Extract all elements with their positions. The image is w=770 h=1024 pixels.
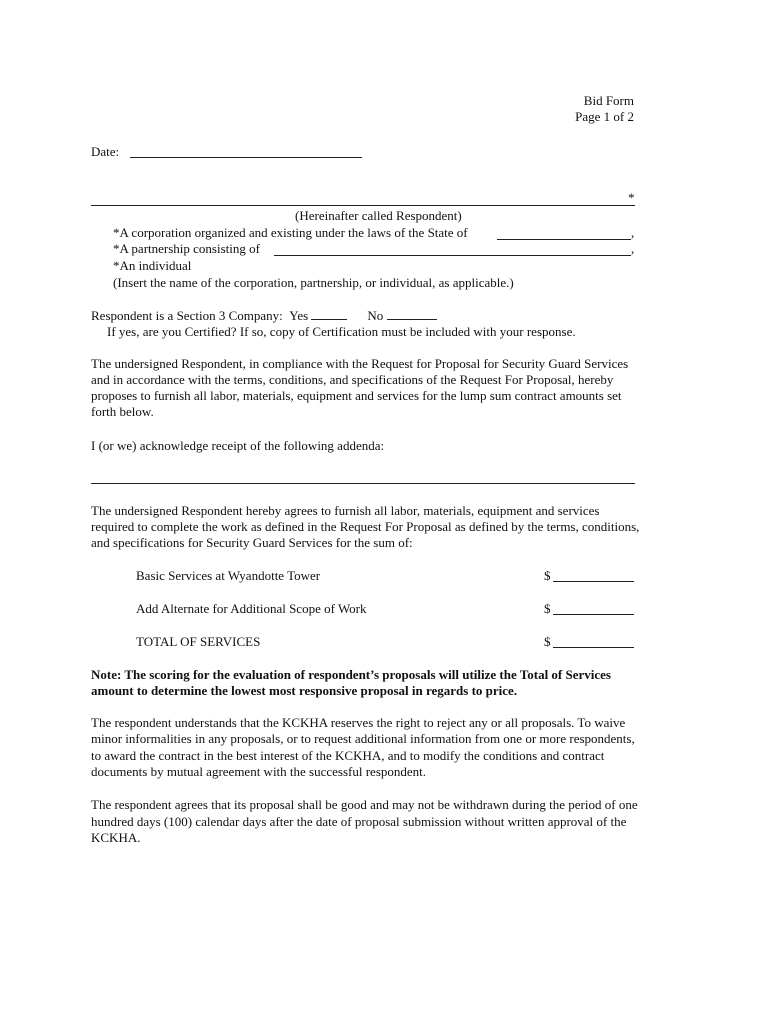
date-label: Date: — [91, 144, 120, 159]
paragraph-line: required to complete the work as defined in the Request For Proposal as defined by the terms, conditions, — [91, 519, 640, 534]
individual-option: *An individual — [113, 258, 192, 273]
insert-note: (Insert the name of the corporation, partnership, or individual, as applicable.) — [113, 275, 514, 290]
paragraph-line: minor informalities in any proposals, or to request additional information from one or more respondents, — [91, 731, 635, 746]
comma: , — [631, 225, 635, 240]
paragraph-line: forth below. — [91, 404, 154, 419]
comma: , — [631, 241, 635, 256]
addenda-label: I (or we) acknowledge receipt of the following addenda: — [91, 438, 385, 453]
page-number: Page 1 of 2 — [575, 109, 634, 124]
pricing-label-total: TOTAL OF SERVICES — [136, 634, 261, 649]
form-title: Bid Form — [583, 93, 634, 108]
note-line: amount to determine the lowest most responsive proposal in regards to price. — [91, 683, 518, 698]
section3-label: Respondent is a Section 3 Company: Yes No — [91, 307, 437, 324]
pricing-label-alternate: Add Alternate for Additional Scope of Work — [136, 601, 367, 616]
total-amount-field[interactable] — [553, 647, 634, 648]
certification-note: If yes, are you Certified? If so, copy of Certification must be included with your response. — [107, 324, 576, 339]
date-field[interactable] — [130, 157, 362, 158]
hereinafter-label: (Hereinafter called Respondent) — [295, 208, 462, 223]
currency-symbol: $ — [544, 601, 551, 616]
paragraph-line: documents by mutual agreement with the successful respondent. — [91, 764, 427, 779]
partnership-option: *A partnership consisting of — [113, 241, 260, 256]
paragraph-line: The undersigned Respondent hereby agrees to furnish all labor, materials, equipment and services — [91, 503, 600, 518]
state-field[interactable] — [497, 239, 631, 240]
note-line: Note: The scoring for the evaluation of respondent’s proposals will utilize the Total of Services — [91, 667, 611, 682]
addenda-field[interactable] — [91, 483, 635, 484]
paragraph-line: to award the contract in the best interest of the KCKHA, and to modify the conditions and contract — [91, 748, 605, 763]
currency-symbol: $ — [544, 634, 551, 649]
paragraph-line: The respondent understands that the KCKHA reserves the right to reject any or all proposals. To waive — [91, 715, 626, 730]
section3-no-field[interactable] — [387, 307, 437, 320]
respondent-asterisk: * — [628, 190, 635, 205]
partnership-field[interactable] — [274, 255, 631, 256]
alternate-amount-field[interactable] — [553, 614, 634, 615]
paragraph-line: The undersigned Respondent, in compliance with the Request for Proposal for Security Guard Services — [91, 356, 629, 371]
paragraph-line: The respondent agrees that its proposal shall be good and may not be withdrawn during the period of one — [91, 797, 638, 812]
currency-symbol: $ — [544, 568, 551, 583]
paragraph-line: proposes to furnish all labor, materials, equipment and services for the lump sum contract amounts set — [91, 388, 622, 403]
paragraph-line: KCKHA. — [91, 830, 141, 845]
basic-services-amount-field[interactable] — [553, 581, 634, 582]
paragraph-line: hundred days (100) calendar days after the date of proposal submission without written approval of the — [91, 814, 627, 829]
section3-yes-field[interactable] — [311, 307, 347, 320]
paragraph-line: and in accordance with the terms, conditions, and specifications of the Request For Proposal, hereby — [91, 372, 614, 387]
pricing-label-basic: Basic Services at Wyandotte Tower — [136, 568, 321, 583]
paragraph-line: and specifications for Security Guard Services for the sum of: — [91, 535, 413, 550]
respondent-name-field[interactable] — [91, 205, 635, 206]
corporation-option: *A corporation organized and existing under the laws of the State of — [113, 225, 468, 240]
